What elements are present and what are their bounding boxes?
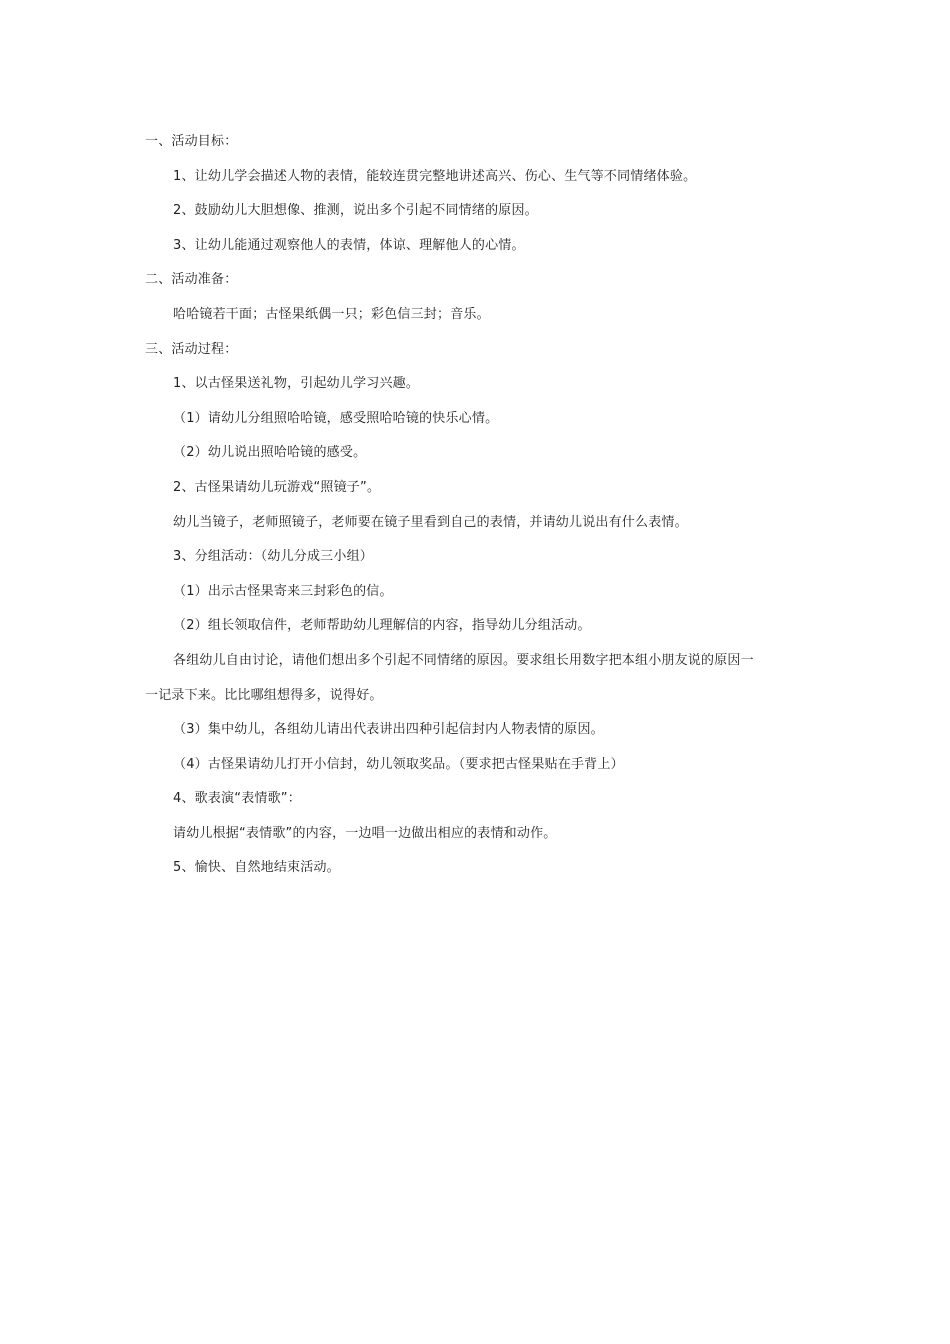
preparation-item: 哈哈镜若干面；古怪果纸偶一只；彩色信三封；音乐。 — [173, 306, 490, 322]
process-item: （4）古怪果请幼儿打开小信封，幼儿领取奖品。（要求把古怪果贴在手背上） — [173, 756, 624, 772]
process-item: 5、愉快、自然地结束活动。 — [173, 860, 340, 876]
goal-item: 2、鼓励幼儿大胆想像、推测，说出多个引起不同情绪的原因。 — [173, 203, 538, 219]
section-heading-process: 三、活动过程： — [145, 341, 238, 357]
goal-item: 3、让幼儿能通过观察他人的表情，体谅、理解他人的心情。 — [173, 237, 525, 253]
process-item: （3）集中幼儿，各组幼儿请出代表讲出四种引起信封内人物表情的原因。 — [173, 722, 604, 738]
document-body — [145, 125, 815, 886]
process-item: 1、以古怪果送礼物，引起幼儿学习兴趣。 — [173, 376, 420, 392]
process-item: （2）幼儿说出照哈哈镜的感受。 — [173, 445, 367, 461]
process-item: 4、歌表演“表情歌”： — [173, 791, 301, 807]
process-item: （1）请幼儿分组照哈哈镜，感受照哈哈镜的快乐心情。 — [173, 410, 499, 426]
goal-item: 1、让幼儿学会描述人物的表情，能较连贯完整地讲述高兴、伤心、生气等不同情绪体验。 — [173, 168, 697, 184]
discussion-paragraph-line-2: 一记录下来。比比哪组想得多，说得好。 — [145, 687, 383, 703]
discussion-paragraph-line-1: 各组幼儿自由讨论，请他们想出多个引起不同情绪的原因。要求组长用数字把本组小朋友说的原因一 — [173, 652, 754, 668]
section-heading-preparation: 二、活动准备： — [145, 272, 238, 288]
process-item: 2、古怪果请幼儿玩游戏“照镜子”。 — [173, 479, 381, 495]
process-item: （1）出示古怪果寄来三封彩色的信。 — [173, 583, 393, 599]
process-item: 幼儿当镜子，老师照镜子，老师要在镜子里看到自己的表情，并请幼儿说出有什么表情。 — [173, 514, 688, 530]
process-item: （2）组长领取信件，老师帮助幼儿理解信的内容，指导幼儿分组活动。 — [173, 618, 591, 634]
section-heading-goals: 一、活动目标： — [145, 134, 238, 149]
process-item: 3、分组活动：（幼儿分成三小组） — [173, 549, 373, 565]
process-item: 请幼儿根据“表情歌”的内容，一边唱一边做出相应的表情和动作。 — [173, 825, 557, 841]
